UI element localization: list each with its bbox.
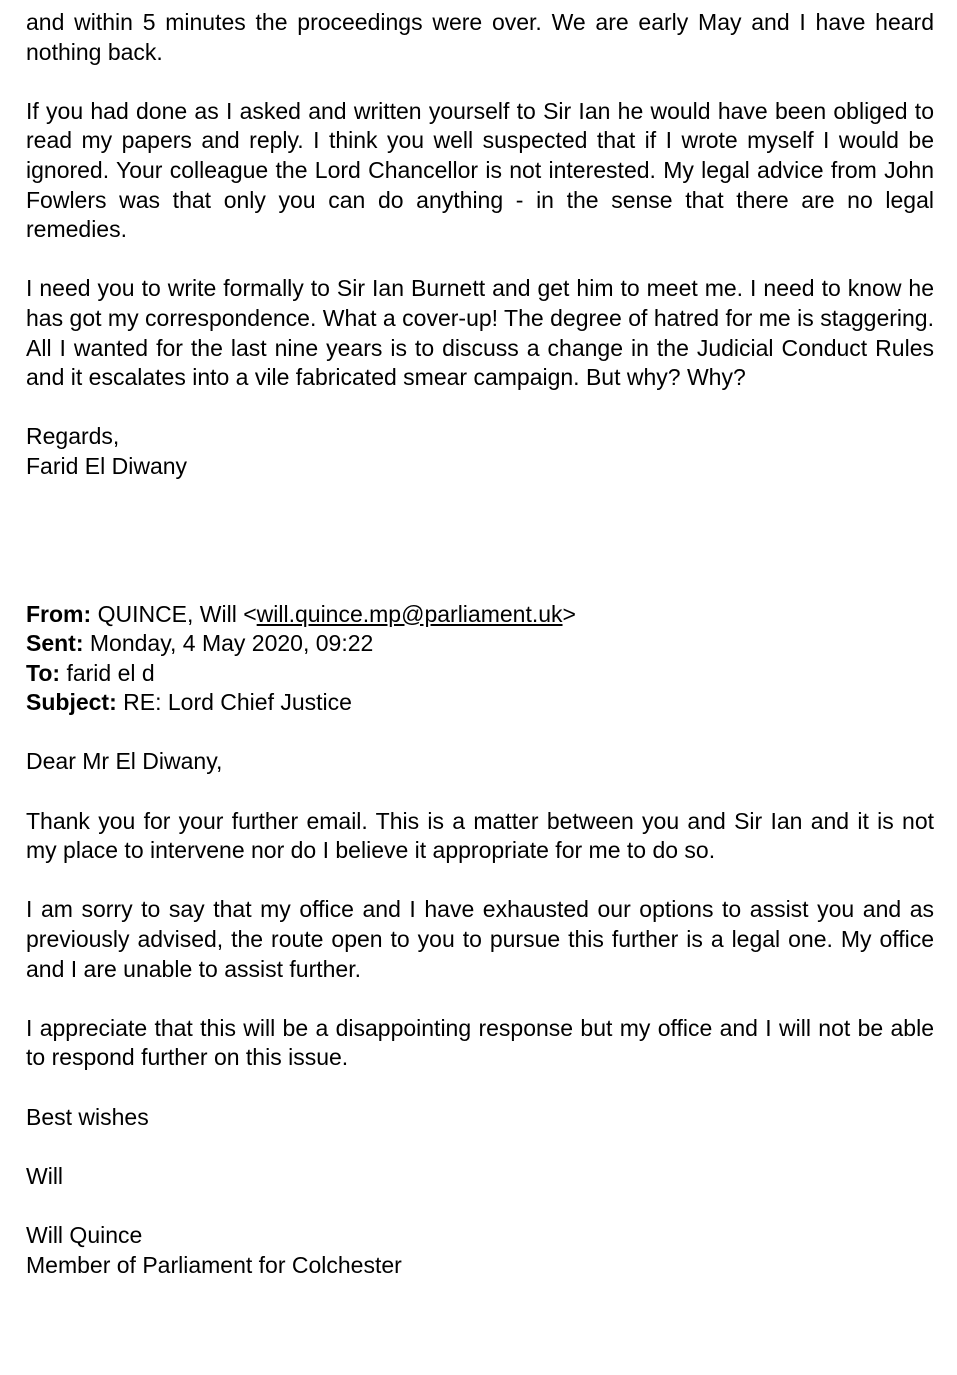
previous-paragraph-1: and within 5 minutes the proceedings were over. We are early May and I have heard nothing back. [26, 9, 934, 65]
previous-signoff [26, 422, 934, 481]
from-name: QUINCE, Will < [97, 600, 257, 627]
reply-paragraph-3: I appreciate that this will be a disappointing response but my office and I will not be able to respond further on this issue. [26, 1014, 934, 1071]
previous-signature: Farid El Diwany [26, 452, 188, 479]
reply-signature-title: Member of Parliament for Colchester [26, 1251, 402, 1278]
reply-signature-block [26, 1221, 934, 1280]
to-value: farid el d [66, 659, 155, 686]
subject-label: Subject: [26, 689, 117, 716]
reply-paragraph-1: Thank you for your further email. This is a matter between you and Sir Ian and it is not my place to intervene nor do I believe it appropriate for me to do so. [26, 807, 934, 864]
previous-closing: Regards, [26, 423, 120, 450]
sent-line [26, 629, 934, 659]
reply-message [26, 747, 934, 1280]
from-label: From: [26, 600, 92, 627]
reply-signature-name: Will Quince [26, 1221, 143, 1248]
reply-short-signature: Will [26, 1162, 64, 1189]
reply-paragraph-2: I am sorry to say that my office and I have exhausted our options to assist you and as previously advised, the route open to you to pursue this further is a legal one. My office and I are unable to assist further. [26, 896, 934, 982]
previous-paragraph-2: If you had done as I asked and written yourself to Sir Ian he would have been obliged to read my papers and reply. I think you well suspected that if I wrote myself I would be ignored. Your colleague the Lord Chancellor is not interested. My legal advice from John Fowlers was that only you can do anything - in the sense that there are no legal remedies. [26, 97, 934, 243]
gap-spacer [26, 482, 934, 600]
previous-paragraph-3: I need you to write formally to Sir Ian Burnett and get him to meet me. I need to know he has got my correspondence. What a cover-up! The degree of hatred for me is staggering. All I wanted for the last nine years is to discuss a change in the Judicial Conduct Rules and it escalates into a vile fabricated smear campaign. But why? Why? [26, 275, 934, 391]
from-email-link[interactable]: will.quince.mp@parliament.uk [256, 600, 563, 627]
to-line [26, 659, 934, 689]
sent-label: Sent: [26, 630, 84, 657]
previous-message [26, 8, 934, 482]
subject-line [26, 688, 934, 718]
reply-closing: Best wishes [26, 1103, 149, 1130]
subject-value: RE: Lord Chief Justice [123, 689, 352, 716]
reply-greeting: Dear Mr El Diwany, [26, 748, 223, 775]
email-document [26, 8, 934, 1280]
to-label: To: [26, 659, 61, 686]
from-suffix: > [562, 600, 576, 627]
reply-header [26, 600, 934, 718]
from-line [26, 600, 934, 630]
sent-value: Monday, 4 May 2020, 09:22 [89, 630, 374, 657]
